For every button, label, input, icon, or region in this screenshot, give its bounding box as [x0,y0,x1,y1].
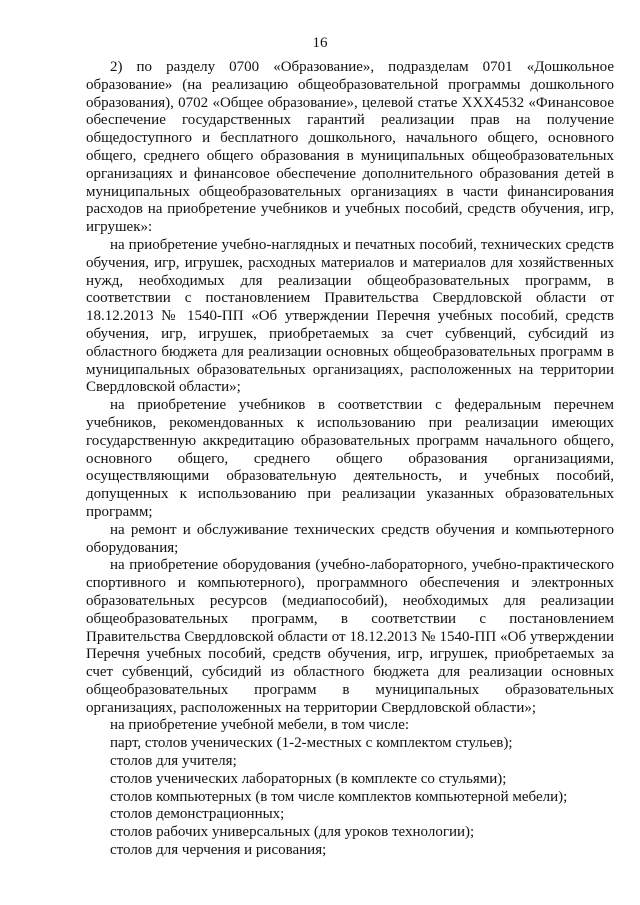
list-item: столов ученических лабораторных (в комплекте со стульями); [110,770,507,787]
paragraph-section-0700: 2) по разделу 0700 «Образование», подразделам 0701 «Дошкольное образование» (на реализацию общеобразовательной программы дошкольного образования), 0702 «Общее образование», целевой статье XXX4532 «Финансовое обеспечение государственных гарантий реализации прав на получение общедоступного и бесплатного дошкольного, начального общего, основного общего, среднего общего образования в муниципальных общеобразовательных организациях и финансовое обеспечение дополнительного образования детей в муниципальных общеобразовательных организациях в части финансирования расходов на приобретение учебников и учебных пособий, средств обучения, игр, игрушек»: [86,59,614,236]
list-item: столов демонстрационных; [110,806,285,823]
list-item: столов рабочих универсальных (для уроков технологии); [110,824,475,841]
list-item: столов для учителя; [110,753,237,770]
paragraph-textbooks: на приобретение учебников в соответствии с федеральным перечнем учебников, рекомендованных к использованию при реализации имеющих государственную аккредитацию образовательных программ начального общего, основного общего, среднего общего образования организациями, осуществляющими образовательную деятельность, и учебных пособий, допущенных к использованию при реализации указанных образовательных программ; [86,397,614,520]
paragraph-repair: на ремонт и обслуживание технических средств обучения и компьютерного оборудования; [86,521,614,556]
list-item: столов для черчения и рисования; [110,842,327,859]
list-item: столов компьютерных (в том числе комплектов компьютерной мебели); [110,788,568,805]
list-item: на приобретение учебной мебели, в том числе: [110,717,410,734]
list-item: парт, столов ученических (1-2-местных с комплектом стульев); [110,735,513,752]
paragraph-visual-aids: на приобретение учебно-наглядных и печатных пособий, технических средств обучения, игр, игрушек, расходных материалов и материалов для хозяйственных нужд, необходимых для реализации общеобразовательных программ, в соответствии с постановлением Правительства Свердловской области от 18.12.2013 № 1540-ПП «Об утверждении Перечня учебных пособий, средств обучения, игр, игрушек, приобретаемых за счет субвенций, субсидий из областного бюджета для реализации основных общеобразовательных программ в муниципальных образовательных организациях, расположенных на территории Свердловской области»; [86,236,614,396]
document-body [86,59,614,860]
page-number: 16 [312,35,328,51]
paragraph-equipment: на приобретение оборудования (учебно-лабораторного, учебно-практического спортивного и компьютерного), программного обеспечения и электронных образовательных ресурсов (медиапособий), необходимых для реализации общеобразовательных программ, в соответствии с постановлением Правительства Свердловской области от 18.12.2013 № 1540-ПП «Об утверждении Перечня учебных пособий, средств обучения, игр, игрушек, приобретаемых за счет субвенций, субсидий из областного бюджета для реализации основных общеобразовательных программ в муниципальных образовательных организациях, расположенных на территории Свердловской области»; [86,557,614,716]
